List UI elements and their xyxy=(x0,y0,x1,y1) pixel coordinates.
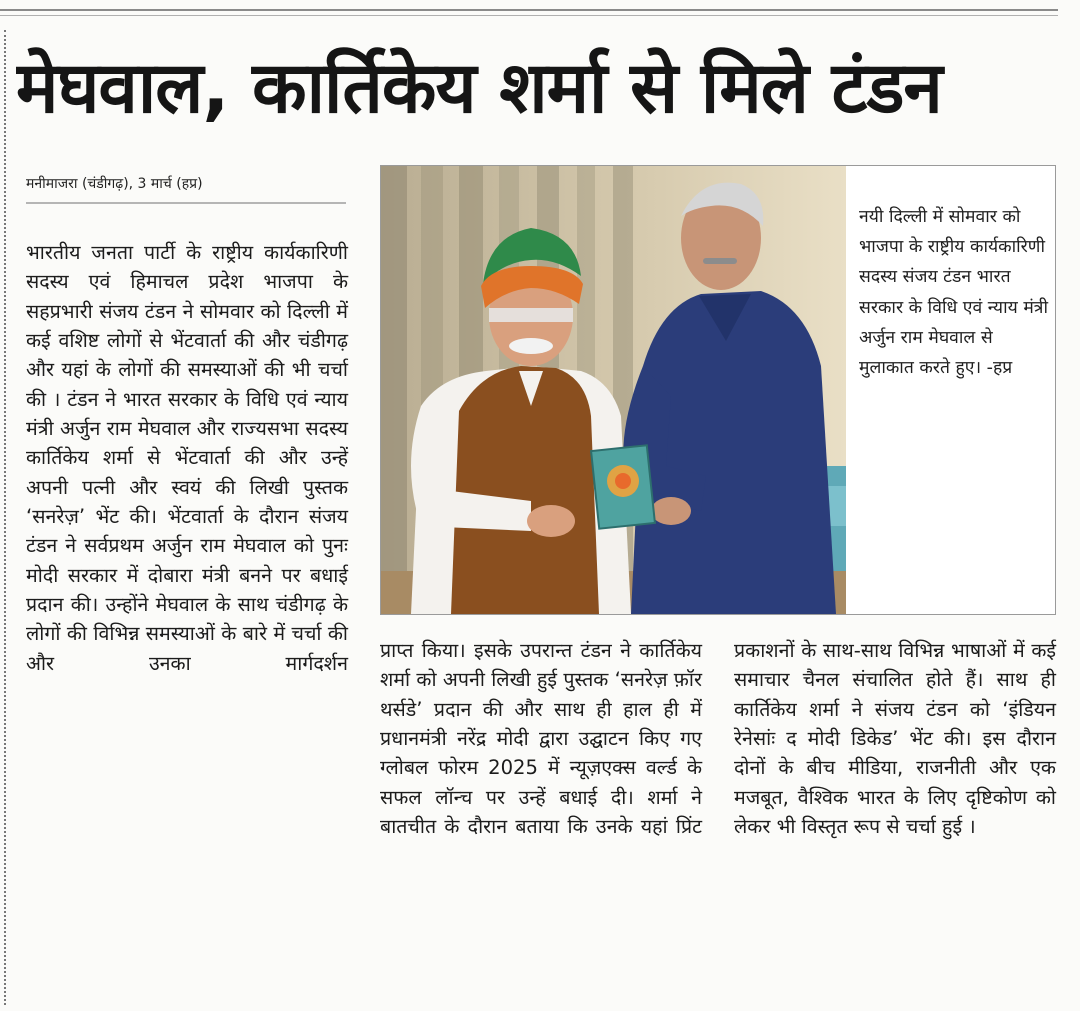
article-column-middle: प्राप्त किया। इसके उपरान्त टंडन ने कार्तिकेय शर्मा को अपनी लिखी हुई पुस्तक ‘सनरेज़ फ़ॉर थर्सडे’ प्रदान की और साथ ही हाल ही में प्रधानमंत्री नरेंद्र मोदी द्वारा उद्घाटन किए गए ग्लोबल फोरम 2025 में न्यूज़एक्स वर्ल्ड के सफल लॉन्च पर उन्हें बधाई दी। शर्मा ने बातचीत के दौरान बताया कि उनके यहां प्रिंट xyxy=(380,639,702,839)
news-photo xyxy=(381,166,846,614)
article-column-right: प्रकाशनों के साथ-साथ विभिन्न भाषाओं में कई समाचार चैनल संचालित होते हैं। साथ ही कार्तिकेय शर्मा ने संजय टंडन को ‘इंडियन रेनेसांः द मोदी डिकेड’ भेंट की। इस दौरान दोनों के बीच मीडिया, राजनीती और एक मजबूत, वैश्विक भारत के लिए दृष्टिकोण को लेकर भी विस्तृत रूप से चर्चा हुई । xyxy=(734,639,1056,839)
dateline-rule xyxy=(26,202,346,204)
column-dotted-border xyxy=(4,30,6,1005)
top-rule-thin xyxy=(0,15,1058,16)
photo-box xyxy=(380,165,1056,615)
article-column-left: भारतीय जनता पार्टी के राष्ट्रीय कार्यकारिणी सदस्य एवं हिमाचल प्रदेश भाजपा के सहप्रभारी संजय टंडन ने सोमवार को दिल्ली में कई वशिष्ट लोगों से भेंटवार्ता की और चंडीगढ़ और यहां के लोगों की समस्याओं की भी चर्चा की । टंडन ने भारत सरकार के विधि एवं न्याय मंत्री अर्जुन राम मेघवाल और राज्यसभा सदस्य कार्तिकेय शर्मा से भेंटवार्ता की और उन्हें अपनी पत्नी और स्वयं की लिखी पुस्तक ‘सनरेज़’ भेंट की। भेंटवार्ता के दौरान संजय टंडन ने सर्वप्रथम अर्जुन राम मेघवाल को पुनः मोदी सरकार में दोबारा मंत्री बनने पर बधाई प्रदान की। उन्होंने मेघवाल के साथ चंडीगढ़ के लोगों की विभिन्न समस्याओं के बारे में चर्चा की और उनका मार्गदर्शन xyxy=(26,241,348,675)
headline: मेघवाल, कार्तिकेय शर्मा से मिले टंडन xyxy=(16,46,942,129)
photo-caption: नयी दिल्ली में सोमवार को भाजपा के राष्ट्रीय कार्यकारिणी सदस्य संजय टंडन भारत सरकार के विधि एवं न्याय मंत्री अर्जुन राम मेघवाल से मुलाकात करते हुए। -हप्र xyxy=(859,207,1048,379)
top-rule xyxy=(0,9,1058,11)
photo-illustration xyxy=(381,166,846,614)
dateline: मनीमाजरा (चंडीगढ़), 3 मार्च (हप्र) xyxy=(26,176,203,192)
